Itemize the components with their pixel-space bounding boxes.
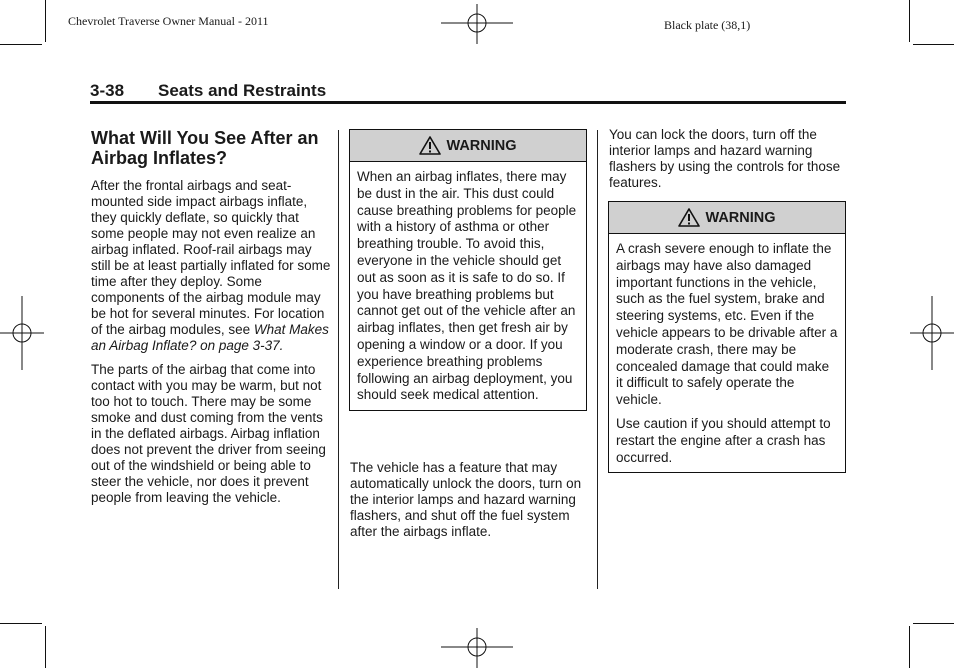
- warning-box: [349, 129, 587, 411]
- crop-mark: [0, 623, 42, 624]
- article-column-1: [91, 128, 331, 514]
- warning-text: A crash severe enough to inflate the airbags may have also damaged important functions in the vehicle, such as the fuel system, brake and steering systems, etc. Even if the vehicle appears to be drivable after a moderate crash, there may be concealed damage that could make it difficult to safely operate the vehicle.: [616, 241, 838, 408]
- warning-header: [609, 202, 845, 234]
- registration-mark-icon: [441, 628, 513, 668]
- warning-heading: WARNING: [705, 209, 776, 226]
- running-header-plate: Black plate (38,1): [664, 18, 751, 32]
- cross-reference-link[interactable]: What Makes an Airbag Inflate? on page 3-37.: [91, 322, 329, 353]
- crop-mark: [45, 0, 46, 42]
- article-title: What Will You See After an Airbag Inflates?: [91, 128, 319, 168]
- section-title: Seats and Restraints: [158, 81, 327, 100]
- page-number: 3-38: [90, 81, 125, 100]
- paragraph-text: After the frontal airbags and seat-mounted side impact airbags inflate, they quickly deflate, so quickly that some people may not even realize an airbag inflated. Roof-rail airbags may still be at least partially inflated for some time after they deploy. Some components of the airbag module may be hot for several minutes. For location of the airbag modules, see: [91, 178, 331, 337]
- crop-mark: [913, 44, 954, 45]
- warning-text: When an airbag inflates, there may be dust in the air. This dust could cause breathing problems for people with a history of asthma or other breathing trouble. To avoid this, everyone in the vehicle should get out as soon as it is safe to do so. If you have breathing problems but cannot get out of the vehicle after an airbag inflates, then get fresh air by opening a window or a door. If you experience breathing problems following an airbag deployment, you should seek medical attention.: [357, 169, 577, 403]
- warning-text: Use caution if you should attempt to restart the engine after a crash has occurred.: [616, 415, 831, 465]
- article-paragraph: [91, 178, 331, 354]
- warning-body: [350, 162, 586, 410]
- crop-mark: [0, 44, 42, 45]
- warning-heading: WARNING: [446, 137, 517, 154]
- section-heading: [90, 81, 326, 101]
- running-header-title: Chevrolet Traverse Owner Manual - 2011: [68, 14, 269, 28]
- crop-mark: [45, 626, 46, 668]
- registration-mark-icon: [910, 296, 954, 370]
- warning-triangle-icon: [678, 208, 700, 227]
- column-divider: [338, 130, 339, 589]
- crop-mark: [913, 623, 954, 624]
- column-divider: [597, 130, 598, 589]
- crop-mark: [909, 626, 910, 668]
- article-paragraph: The parts of the airbag that come into contact with you may be warm, but not too hot to touch. There may be some smoke and dust coming from the vents in the deflated airbags. Airbag inflation does not prevent the driver from seeing out of the windshield or being able to steer the vehicle, nor does it prevent people from leaving the vehicle.: [91, 362, 326, 505]
- warning-body: [609, 234, 845, 472]
- section-rule: [90, 101, 846, 104]
- article-paragraph: You can lock the doors, turn off the interior lamps and hazard warning flashers by using the controls for those features.: [609, 127, 841, 190]
- article-paragraph: The vehicle has a feature that may automatically unlock the doors, turn on the interior lamps and hazard warning flashers, and shut off the fuel system after the airbags inflate.: [350, 460, 582, 539]
- registration-mark-icon: [441, 4, 513, 44]
- crop-mark: [909, 0, 910, 42]
- warning-header: [350, 130, 586, 162]
- registration-mark-icon: [0, 296, 44, 370]
- warning-box: [608, 201, 846, 473]
- warning-triangle-icon: [419, 136, 441, 155]
